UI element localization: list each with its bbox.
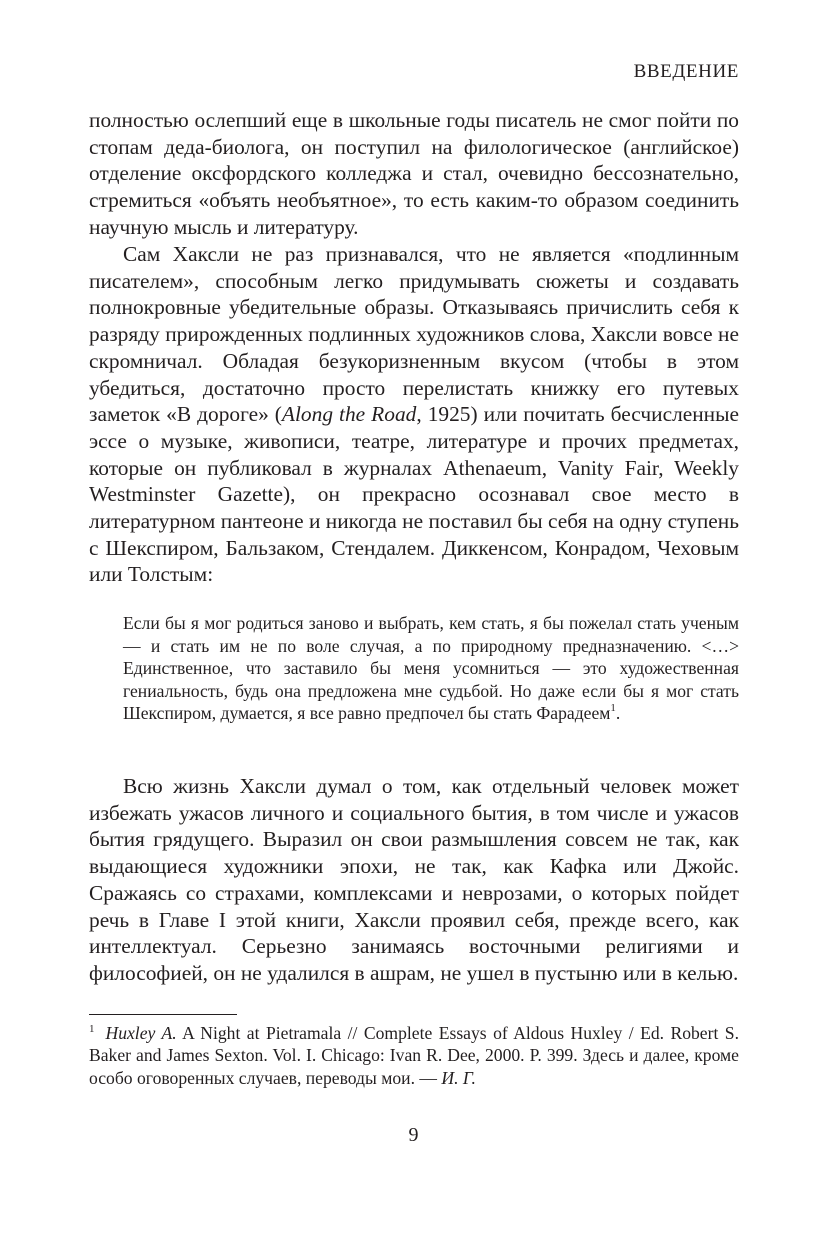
quote-end-punctuation: . [615, 703, 621, 724]
paragraph-text: полностью ослепший еще в школьные годы писатель не смог пойти по стопам деда-биолога, он поступил на филологическое (английское) отделение оксфордского колледжа и стал, очевидно бессознательно, стремиться «объять необъятное», то есть каким-то образом соединить научную мысль и литературу. [89, 108, 739, 239]
footnote-divider [89, 1014, 237, 1015]
footnote-text: A Night at Pietramala // Complete Essays of Aldous Huxley / Ed. Robert S. Baker and James Sexton. Vol. I. Chicago: Ivan R. Dee, 2000. P. 399. Здесь и далее, кроме особо оговоренных случаев, переводы мои. — [89, 1023, 739, 1088]
footnote-translator: И. Г. [441, 1067, 476, 1088]
body-paragraph-3 [89, 773, 739, 987]
paragraph-text [89, 241, 739, 588]
paragraph-text-end: , 1925) или почитать бесчисленные эссе о музыке, живописи, театре, литературе и прочих предметах, которые он публиковал в журналах Athenaeum, Vanity Fair, Weekly Westminster Gazette), он прекрасно осознавал свое место в литературном пантеоне и никогда не поставил бы себя на одну ступень с Шекспиром, Бальзаком, Стендалем. Диккенсом, Конрадом, Чеховым или Толстым: [89, 402, 739, 587]
book-title-italic: Along the Road [281, 402, 417, 427]
page-number: 9 [408, 1124, 419, 1146]
footnote-author: Huxley A. [105, 1023, 177, 1043]
paragraph-text-start: Сам Хаксли не раз признавался, что не является «подлинным писателем», способным легко придумывать сюжеты и создавать полнокровные убедительные образы. Отказываясь причислить себя к разряду прирожденных подлинных художников слова, Хаксли вовсе не скромничал. Обладая безукоризненным вкусом (чтобы в этом убедиться, достаточно просто перелистать книжку его путевых заметок «В дороге» ( [89, 242, 739, 427]
body-paragraph-2 [89, 241, 739, 588]
quote-body: Если бы я мог родиться заново и выбрать, кем стать, я бы пожелал стать ученым — и стать им не по воле случая, а по природному предназначению. <…> Единственное, что заставило бы меня усомниться — это художественная гениальность, будь она предложена мне судьбой. Но даже если бы я мог стать Шекспиром, думается, я все равно предпочел бы стать Фарадеем [123, 613, 739, 724]
footnote [89, 1022, 739, 1089]
quote-text [123, 612, 739, 725]
block-quote [123, 612, 739, 725]
footnote-number: 1 [89, 1023, 95, 1036]
running-head-title: ВВЕДЕНИЕ [633, 61, 739, 82]
footnote-reference: 1 [610, 702, 616, 715]
paragraph-text: Всю жизнь Хаксли думал о том, как отдельный человек может избежать ужасов личного и социального бытия, в том числе и ужасов бытия грядущего. Выразил он свои размышления совсем не так, как выдающиеся художники эпохи, не так, как Кафка или Джойс. Сражаясь со страхами, комплексами и неврозами, о которых пойдет речь в Главе I этой книги, Хаксли проявил себя, прежде всего, как интеллектуал. Серьезно занимаясь восточными религиями и философией, он не удалился в ашрам, не ушел в пустыню или в келью. [89, 774, 739, 985]
body-paragraph-1 [89, 107, 739, 241]
